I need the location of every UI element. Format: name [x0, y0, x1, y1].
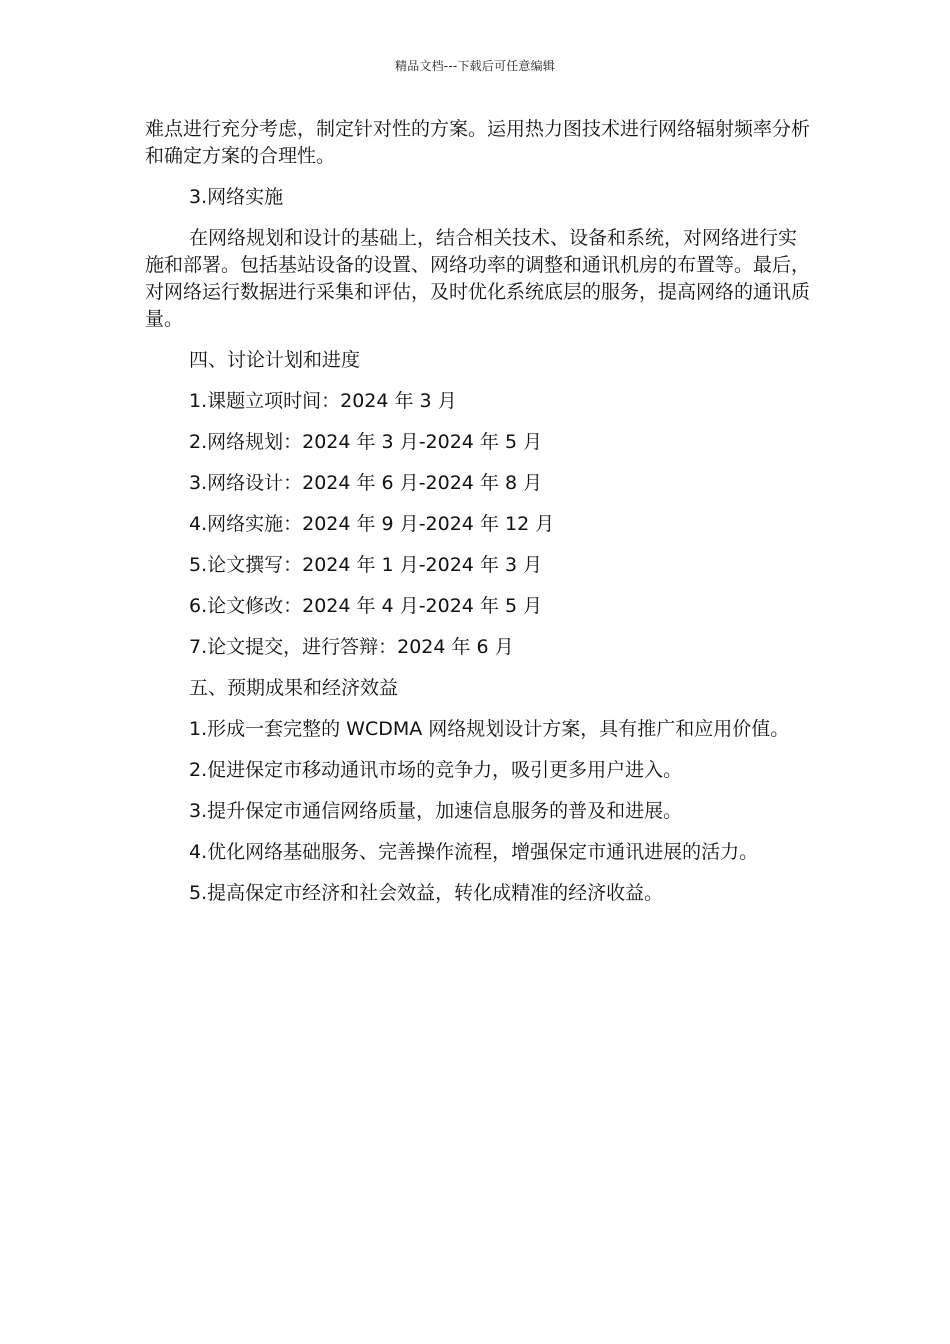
section-heading-implementation: 3.网络实施 [189, 186, 284, 208]
schedule-item: 4.网络实施：2024 年 9 月-2024 年 12 月 [189, 513, 555, 535]
schedule-item: 1.课题立项时间：2024 年 3 月 [189, 390, 457, 412]
paragraph-continued: 难点进行充分考虑，制定针对性的方案。运用热力图技术进行网络辐射频率分析和确定方案的合理性。 [145, 118, 811, 167]
schedule-item: 5.论文撰写：2024 年 1 月-2024 年 3 月 [189, 554, 543, 576]
paragraph-implementation: 在网络规划和设计的基础上，结合相关技术、设备和系统，对网络进行实施和部署。包括基站设备的设置、网络功率的调整和通讯机房的布置等。最后，对网络运行数据进行采集和评估，及时优化系统底层的服务，提高网络的通讯质量。 [145, 227, 811, 330]
schedule-item: 2.网络规划：2024 年 3 月-2024 年 5 月 [189, 431, 543, 453]
outcome-item: 1.形成一套完整的 WCDMA 网络规划设计方案，具有推广和应用价值。 [189, 718, 790, 740]
outcome-item: 3.提升保定市通信网络质量，加速信息服务的普及和进展。 [189, 800, 683, 822]
outcome-item: 2.促进保定市移动通讯市场的竞争力，吸引更多用户进入。 [189, 759, 683, 781]
section-heading-outcomes: 五、预期成果和经济效益 [189, 677, 399, 699]
schedule-item: 3.网络设计：2024 年 6 月-2024 年 8 月 [189, 472, 543, 494]
section-heading-schedule: 四、讨论计划和进度 [189, 349, 361, 371]
page-header: 精品文档---下载后可任意编辑 [395, 59, 555, 73]
document-body [145, 116, 810, 921]
schedule-item: 6.论文修改：2024 年 4 月-2024 年 5 月 [189, 595, 543, 617]
outcome-item: 5.提高保定市经济和社会效益，转化成精准的经济收益。 [189, 882, 664, 904]
schedule-item: 7.论文提交，进行答辩：2024 年 6 月 [189, 636, 514, 658]
outcome-item: 4.优化网络基础服务、完善操作流程，增强保定市通讯进展的活力。 [189, 841, 759, 863]
